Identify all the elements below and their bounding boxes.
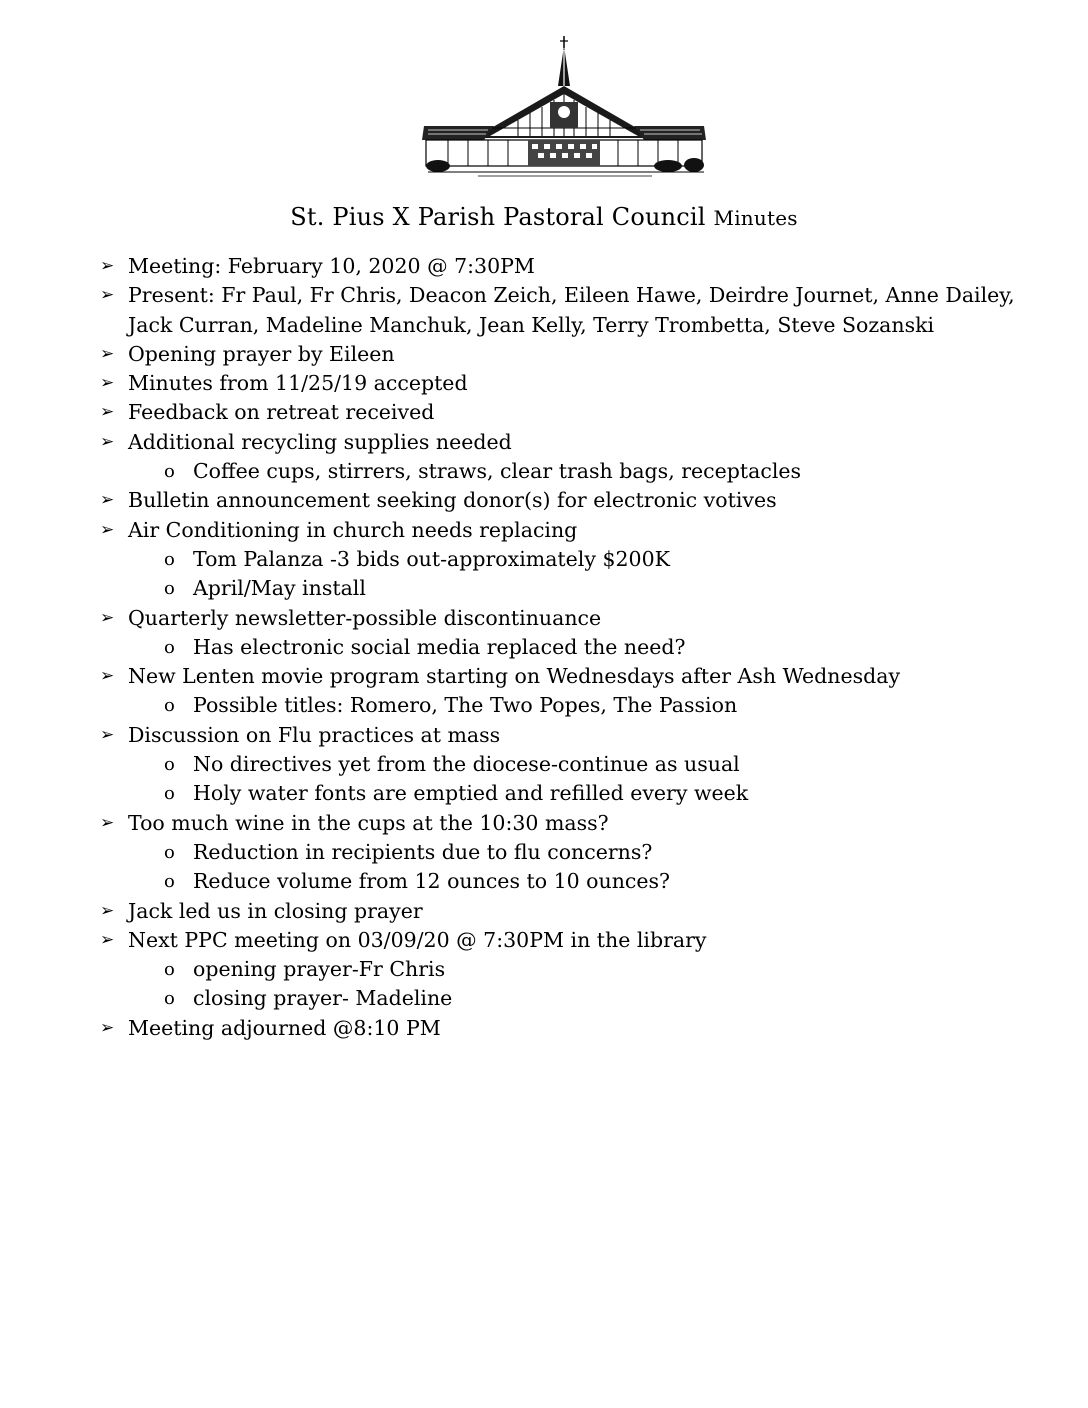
sub-item-text: opening prayer-Fr Chris xyxy=(193,957,446,982)
sub-item-text: Tom Palanza -3 bids out-approximately $200K xyxy=(193,546,670,571)
minutes-item-text: Next PPC meeting on 03/09/20 @ 7:30PM in the library xyxy=(128,927,707,952)
arrow-bullet-icon: ➢ xyxy=(100,812,115,833)
sub-item-text: April/May install xyxy=(193,576,366,601)
sub-item xyxy=(128,545,1058,574)
circle-bullet-icon: o xyxy=(164,461,175,483)
minutes-item xyxy=(98,604,1058,663)
minutes-item-text: Discussion on Flu practices at mass xyxy=(128,722,501,747)
arrow-bullet-icon: ➢ xyxy=(100,929,115,950)
sub-list xyxy=(128,691,1058,720)
arrow-bullet-icon: ➢ xyxy=(100,490,115,511)
sub-item xyxy=(128,633,1058,662)
sub-item-text: Possible titles: Romero, The Two Popes, The Passion xyxy=(193,693,738,718)
minutes-item xyxy=(98,398,1058,427)
minutes-item xyxy=(98,281,1058,340)
sub-item-text: Has electronic social media replaced the need? xyxy=(193,634,686,659)
minutes-item-text: Minutes from 11/25/19 accepted xyxy=(128,371,468,396)
minutes-item-text: New Lenten movie program starting on Wednesdays after Ash Wednesday xyxy=(128,664,901,689)
sub-item xyxy=(128,691,1058,720)
minutes-item xyxy=(98,486,1058,515)
circle-bullet-icon: o xyxy=(164,548,175,570)
circle-bullet-icon: o xyxy=(164,754,175,776)
page-title xyxy=(0,203,1088,231)
sub-item-text: closing prayer- Madeline xyxy=(193,986,453,1011)
minutes-list xyxy=(98,252,1058,1043)
minutes-item xyxy=(98,340,1058,369)
title-suffix: Minutes xyxy=(713,206,798,230)
circle-bullet-icon: o xyxy=(164,783,175,805)
circle-bullet-icon: o xyxy=(164,636,175,658)
minutes-item-text: Air Conditioning in church needs replacing xyxy=(128,517,578,542)
minutes-item-text: Jack led us in closing prayer xyxy=(128,898,423,923)
minutes-item xyxy=(98,252,1058,281)
sub-item xyxy=(128,457,1058,486)
sub-item-text: Reduce volume from 12 ounces to 10 ounces? xyxy=(193,869,671,894)
minutes-item-text: Present: Fr Paul, Fr Chris, Deacon Zeich, Eileen Hawe, Deirdre Journet, Anne Dailey, Jack Curran, Madeline Manchuk, Jean Kelly, Terry Trombetta, Steve Sozanski xyxy=(128,283,1015,337)
circle-bullet-icon: o xyxy=(164,988,175,1010)
sub-item xyxy=(128,955,1058,984)
arrow-bullet-icon: ➢ xyxy=(100,343,115,364)
arrow-bullet-icon: ➢ xyxy=(100,1017,115,1038)
minutes-item xyxy=(98,897,1058,926)
circle-bullet-icon: o xyxy=(164,871,175,893)
arrow-bullet-icon: ➢ xyxy=(100,256,115,276)
sub-list xyxy=(128,545,1058,604)
minutes-item xyxy=(98,1014,1058,1043)
arrow-bullet-icon: ➢ xyxy=(100,402,115,423)
minutes-item xyxy=(98,369,1058,398)
minutes-item xyxy=(98,926,1058,1014)
sub-item-text: Reduction in recipients due to flu concerns? xyxy=(193,839,653,864)
sub-list xyxy=(128,457,1058,486)
minutes-item-text: Meeting adjourned @8:10 PM xyxy=(128,1015,441,1040)
minutes-item-text: Quarterly newsletter-possible discontinuance xyxy=(128,605,602,630)
arrow-bullet-icon: ➢ xyxy=(100,431,115,452)
circle-bullet-icon: o xyxy=(164,578,175,600)
arrow-bullet-icon: ➢ xyxy=(100,285,115,306)
sub-list xyxy=(128,750,1058,809)
sub-item xyxy=(128,750,1058,779)
minutes-item-text: Bulletin announcement seeking donor(s) for electronic votives xyxy=(128,488,777,513)
minutes-item-text: Additional recycling supplies needed xyxy=(128,429,512,454)
minutes-item xyxy=(98,516,1058,604)
minutes-item-text: Too much wine in the cups at the 10:30 mass? xyxy=(128,810,609,835)
sub-item xyxy=(128,574,1058,603)
circle-bullet-icon: o xyxy=(164,841,175,863)
sub-list xyxy=(128,838,1058,897)
minutes-item xyxy=(98,721,1058,809)
arrow-bullet-icon: ➢ xyxy=(100,607,115,628)
sub-list xyxy=(128,633,1058,662)
minutes-item-text: Meeting: February 10, 2020 @ 7:30PM xyxy=(128,254,535,278)
sub-item xyxy=(128,867,1058,896)
arrow-bullet-icon: ➢ xyxy=(100,519,115,540)
minutes-item-text: Feedback on retreat received xyxy=(128,400,435,425)
sub-item xyxy=(128,984,1058,1013)
circle-bullet-icon: o xyxy=(164,959,175,981)
minutes-item xyxy=(98,662,1058,721)
sub-item-text: Coffee cups, stirrers, straws, clear trash bags, receptacles xyxy=(193,459,802,484)
arrow-bullet-icon: ➢ xyxy=(100,666,115,687)
minutes-item-text: Opening prayer by Eileen xyxy=(128,341,395,366)
sub-list xyxy=(128,955,1058,1014)
church-logo-icon xyxy=(418,34,710,180)
title-main: St. Pius X Parish Pastoral Council xyxy=(290,203,706,231)
sub-item-text: Holy water fonts are emptied and refilled every week xyxy=(193,781,749,806)
minutes-item xyxy=(98,428,1058,487)
sub-item-text: No directives yet from the diocese-continue as usual xyxy=(193,752,740,777)
arrow-bullet-icon: ➢ xyxy=(100,373,115,394)
sub-item xyxy=(128,838,1058,867)
arrow-bullet-icon: ➢ xyxy=(100,724,115,745)
sub-item xyxy=(128,779,1058,808)
minutes-item xyxy=(98,809,1058,897)
circle-bullet-icon: o xyxy=(164,695,175,717)
arrow-bullet-icon: ➢ xyxy=(100,900,115,921)
